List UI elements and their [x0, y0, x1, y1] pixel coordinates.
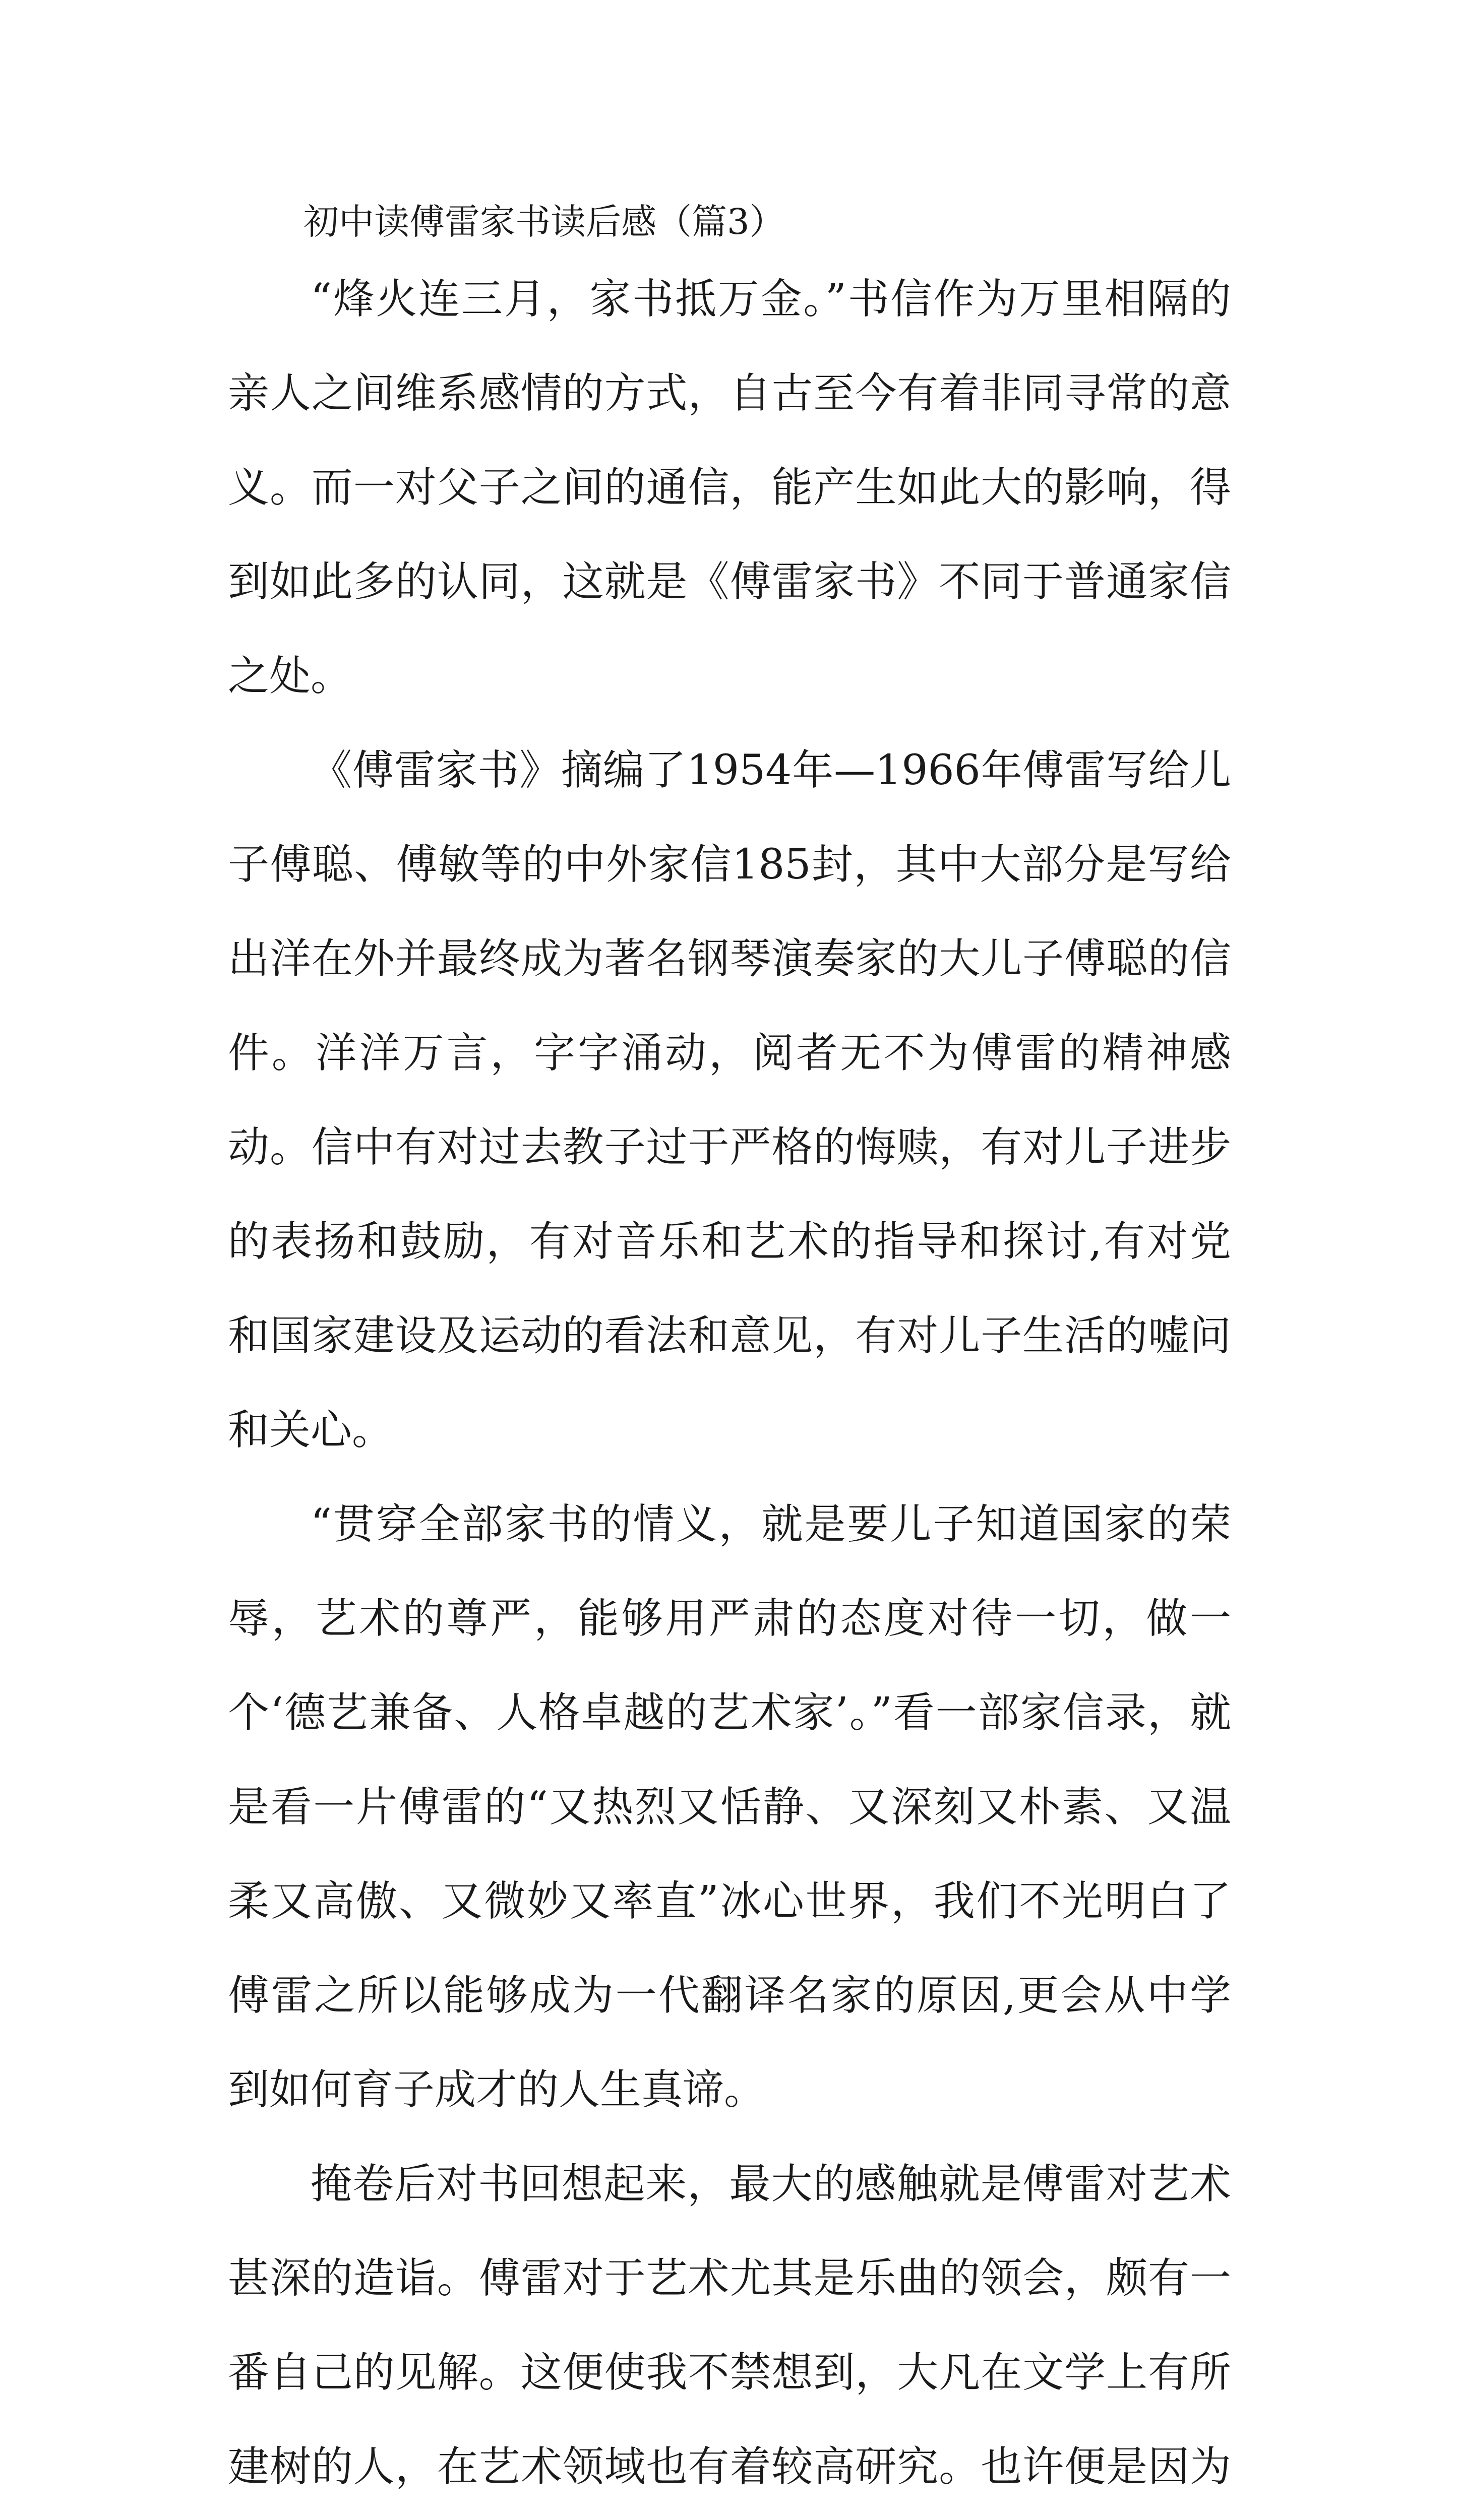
paragraph-4: 掩卷后对书回想起来，最大的感触就是傅雷对艺术甚深的造诣。傅雷对于艺术尤其是乐曲的领会，颇有一番自己的见解。这便使我不禁想到，大凡在文学上有所建树的人，在艺术领域也有着较高研究。也许便是因为: [228, 2160, 1231, 2491]
document-title: 初中读傅雷家书读后感（篇3）: [303, 201, 785, 242]
document-body: [228, 192, 1231, 2520]
paragraph-2: 《傅雷家书》摘编了1954年—1966年傅雷写给儿子傅聪、傅敏等的中外家信185封，其中大部分是写给出洋在外并最终成为著名钢琴演奏家的大儿子傅聪的信件。洋洋万言，字字涌动，阅者无不为傅雷的精神感动。信中有对过去教子过于严格的悔赎，有对儿子进步的表扬和鼓励，有对音乐和艺术的指导和探讨,有对党和国家建设及运动的看法和意见，有对儿子生活的嘘问和关心。: [228, 746, 1231, 1454]
paragraph-3: “贯穿全部家书的情义，就是要儿子知道国家的荣辱，艺术的尊严，能够用严肃的态度对待一切，做一个‘德艺兼备、人格卓越的艺术家’。”看一部家信录，就是看一片傅雷的“又热烈又恬静、又深刻又朴素、又温柔又高傲、又微妙又率直”冰心世界，我们不光明白了傅雷之所以能够成为一代翻译名家的原因,更会从中学到如何育子成才的人生真谛。: [228, 1500, 1231, 2114]
paragraph-1: “烽火连三月，家书抵万金。”书信作为万里相隔的亲人之间维系感情的方式，自古至今有着非同寻常的意义。而一对父子之间的通信，能产生如此大的影响，得到如此多的认同，这就是《傅雷家书》不同于普通家信之处。: [228, 275, 1231, 700]
